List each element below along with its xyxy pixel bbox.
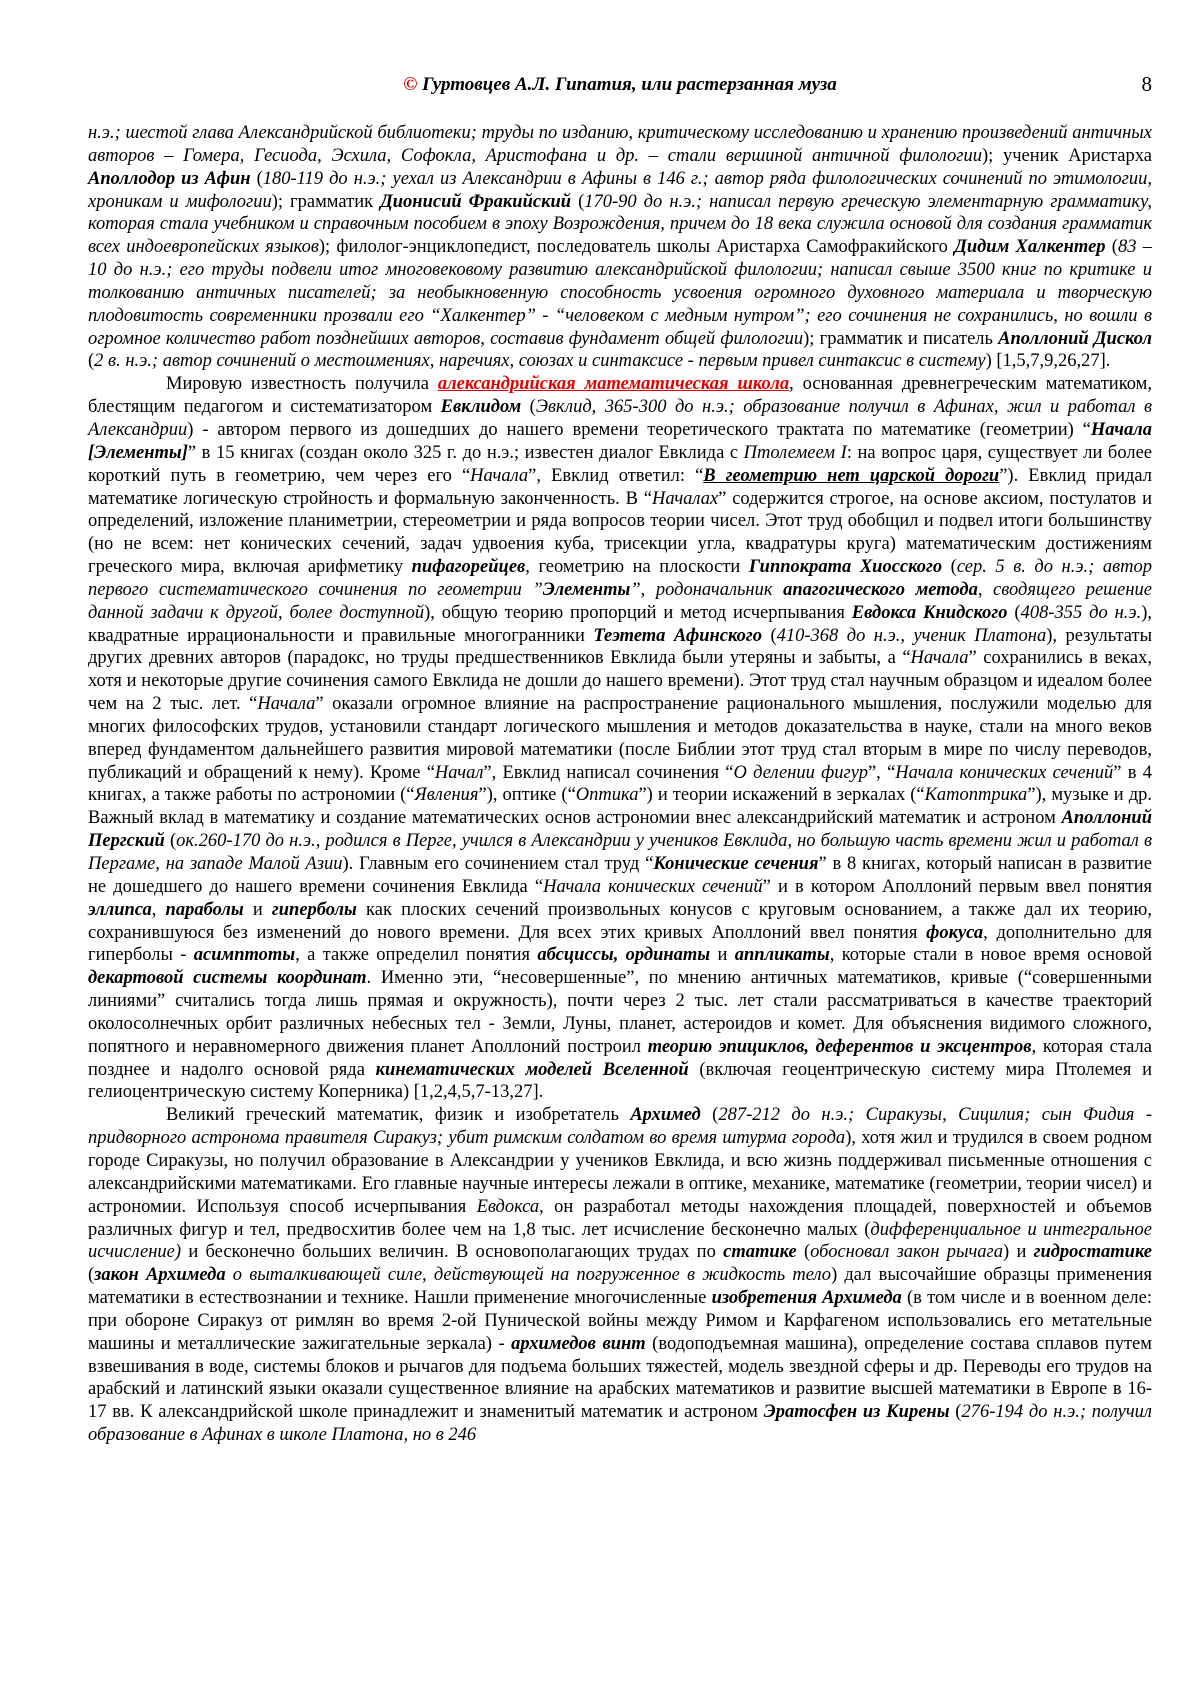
- copyright-symbol: ©: [403, 74, 418, 95]
- text-run: ”, Евклид написал сочинения “: [483, 762, 734, 783]
- text-run: 408-355 до н.э.: [1020, 602, 1142, 623]
- text-run: ) дал высочайшие образцы применения математики в естествознании и технике. Нашли применение многочисленные: [88, 1265, 1152, 1309]
- text-run: статике: [723, 1242, 797, 1263]
- text-run: Дидим Халкентер: [954, 237, 1106, 258]
- text-run: ” сохранились в веках, хотя и некоторые другие сочинения самого Евклида не дошли до нашего времени). Этот труд стал научным образцом и идеалом более чем на 2 тыс. лет. “: [88, 648, 1152, 715]
- text-run: ) и: [1003, 1242, 1034, 1263]
- text-run: абсциссы, ординаты: [537, 945, 711, 966]
- text-run: кинематических моделей Вселенной: [375, 1059, 689, 1080]
- text-run: Начала [Элементы]: [88, 419, 1152, 463]
- running-title: [88, 74, 1152, 96]
- text-run: как плоских сечений произвольных конусов с круговым основанием, а также дал их теорию, сохранившуюся без изменений до нового времени. Для всех этих кривых Аполлоний ввел понятия: [88, 899, 1153, 943]
- text-run: Евдокса Книдского: [851, 602, 1008, 623]
- text-run: ) [1,5,7,9,26,27].: [985, 351, 1111, 372]
- text-run: 287-212 до н.э.; Сиракузы, Сицилия; сын Фидия - придворного астронома правителя Сиракуз; убит римским солдатом во время штурма города: [88, 1105, 1152, 1149]
- text-run: , дополнительно для гиперболы -: [88, 922, 1152, 966]
- text-run: Начала: [910, 648, 969, 669]
- text-run: ”, родоначальник: [630, 579, 784, 600]
- text-run: Начала конических сечений: [895, 762, 1114, 783]
- text-run: ). Главным его сочинением стал труд “: [342, 854, 654, 874]
- text-run: пифагорейцев: [411, 557, 526, 578]
- text-run: (: [700, 1105, 719, 1126]
- text-run: Началах: [651, 488, 719, 509]
- text-run: ”, Евклид ответил: “: [528, 465, 704, 486]
- text-run: ) - автором первого из дошедших до нашего времени теоретического трактата по математике (геометрии) “: [187, 419, 1091, 440]
- text-run: Явления: [414, 785, 479, 806]
- text-run: (включая геоцентрическую систему мира Птолемея и гелиоцентрическую систему Коперника) [1,2,4,5,7-13,27].: [88, 1059, 1152, 1103]
- text-run: (: [521, 397, 536, 418]
- text-run: (: [942, 557, 957, 578]
- text-run: Эвклид, 365-300 до н.э.; образование получил в Афинах, жил и работал в Александрии: [88, 397, 1152, 440]
- text-run: (: [1007, 602, 1021, 623]
- text-run: 170-90 до н.э.; написал первую греческую элементарную грамматику, которая стала учебником и справочным пособием в эпоху Возрождения, причем до 18 века служила основой для создания грамматик всех индоевропейских языков: [88, 191, 1152, 258]
- text-run: ); грамматик и писатель: [803, 328, 999, 349]
- text-run: ”). Евклид придал математике логическую стройность и формальную законченность. В “: [88, 465, 1152, 509]
- text-run: Евклидом: [440, 397, 522, 418]
- text-run: Конические сечения: [653, 854, 819, 874]
- text-run: ”) и теории искажений в зеркалах (“: [638, 785, 925, 806]
- text-run: Аполлоний Пергский: [88, 808, 1152, 852]
- text-run: , он разработал методы нахождения площадей, поверхностей и объемов различных фигур и тел, предвосхитив более чем на 1,8 тыс. лет исчисление бесконечно малых (: [88, 1196, 1152, 1240]
- text-run: , геометрию на плоскости: [525, 557, 749, 578]
- text-run: Начала конических сечений: [543, 876, 763, 897]
- text-run: (: [250, 168, 263, 189]
- text-run: ”, “: [867, 762, 896, 783]
- text-run: (: [796, 1242, 811, 1263]
- text-run: (: [164, 831, 177, 852]
- text-run: (: [949, 1402, 962, 1423]
- text-run: обосновал закон рычага: [810, 1242, 1004, 1263]
- text-run: Гиппократа Хиосского: [748, 557, 943, 578]
- text-run: закон Архимеда: [94, 1265, 226, 1286]
- paragraph-philologists: [88, 122, 1152, 373]
- text-run: сер. 5 в. до н.э.; автор первого систематического сочинения по геометрии ”: [88, 557, 1152, 600]
- text-run: 83 – 10 до н.э.; его труды подвели итог многовековому развитию александрийской филологии; написал свыше 3500 книг по критике и толкованию античных писателей; за необыкновенную способность усвоения огромного духовного материала и творческую плодовитость современники прозвали его “Халкентер” - “человеком с медным нутром”; его сочинения не сохранились, но вошли в огромное количество работ позднейших авторов, составив фундамент общей филологии: [88, 237, 1152, 349]
- text-run: (в том числе и в военном деле: при обороне Сиракуз от римлян во время 2-ой Пунической войны между Римом и Карфагеном использовались его метательные машины и металлические зажигательные зеркала) -: [88, 1288, 1152, 1354]
- text-run: (: [761, 625, 777, 646]
- text-run: ), общую теорию пропорций и метод исчерпывания: [424, 602, 852, 623]
- text-run: ), квадратные иррациональности и правильные многогранники: [88, 602, 1153, 646]
- text-run: ” содержится строгое, на основе аксиом, постулатов и определений, изложение планиметрии, стереометрии и ряда вопросов теории чисел. Этот труд обобщил и подвел итоги большинству (но не всем: нет конических сечений, задач удвоения куба, трисекции угла, квадратуры круга) математическим достижениям греческого мира, включая арифметику: [88, 488, 1152, 578]
- text-run: ); филолог-энциклопедист, последователь школы Аристарха Самофракийского: [318, 237, 955, 258]
- text-run: декартовой системы координат: [88, 968, 367, 989]
- paragraph-math-school: [88, 373, 1152, 1104]
- text-run: Архимед: [630, 1105, 701, 1126]
- text-run: Начал: [434, 762, 484, 783]
- text-run: , основанная древнегреческим математиком, блестящим педагогом и систематизатором: [88, 374, 1152, 418]
- text-run: 410-368 до н.э., ученик Платона: [776, 625, 1047, 646]
- text-run: Катоптрика: [924, 785, 1028, 806]
- text-run: гидростатике: [1033, 1242, 1152, 1263]
- text-run: ”), музыке и др. Важный вклад в математику и создание математических основ астрономии внес александрийский математик и астроном: [88, 785, 1152, 829]
- text-run: : на вопрос царя, существует ли более короткий путь в геометрию, чем через его “: [88, 442, 1153, 486]
- book-title: Гуртовцев А.Л. Гипатия, или растерзанная муза: [422, 74, 837, 95]
- text-run: ), результаты других древних авторов (парадокс, но труды предшественников Евклида были утеряны и забыты, а “: [88, 625, 1153, 669]
- text-run: и бесконечно больших величин. В основополагающих трудах по: [181, 1242, 724, 1263]
- paragraph-archimedes: [88, 1104, 1152, 1447]
- text-run: ); грамматик: [271, 191, 381, 212]
- text-run: (: [88, 351, 95, 372]
- text-run: архимедов винт: [511, 1333, 646, 1354]
- text-run: Великий греческий математик, физик и изобретатель: [166, 1105, 631, 1126]
- text-run: (водоподъемная машина), определение состава сплавов путем взвешивания в воде, системы блоков и рычагов для подъема больших тяжестей, модель звездной сферы и др. Переводы его трудов на арабский и латинский языки оказали существенное влияние на арабских математиков и развитие высшей математики в Европе в 16-17 вв. К александрийской школе принадлежит и знаменитый математик и астроном: [88, 1333, 1152, 1423]
- text-run: Элементы: [542, 579, 631, 600]
- text-run: Мировую известность получила: [166, 374, 438, 395]
- text-run: гиперболы: [271, 899, 357, 920]
- text-run: эллипса: [88, 899, 152, 920]
- text-run: Начала: [470, 465, 529, 486]
- text-run: , которая стала позднее и надолго основой ряда: [88, 1036, 1152, 1080]
- text-run: Дионисий Фракийский: [380, 191, 572, 212]
- page-number: 8: [1141, 72, 1152, 96]
- text-run: В геометрию нет царской дороги: [703, 465, 1000, 486]
- text-run: теорию эпициклов, деферентов и эксцентров: [647, 1036, 1032, 1057]
- text-run: ); ученик Аристарха: [981, 145, 1152, 166]
- text-run: ” оказали огромное влияние на распространение рационального мышления, послужили моделью для многих философских трудов, установили стандарт логического мышления и методов доказательства в науке, стали на много веков вперед фундаментом дальнейшего развития мировой математики (после Библии этот труд стал вторым в мире по числу переводов, публикаций и обращений к нему). Кроме “: [88, 694, 1152, 783]
- text-run: н.э.; шестой глава Александрийской библиотеки; труды по изданию, критическому исследованию и хранению произведений античных авторов – Гомера, Гесиода, Эсхила, Софокла, Аристофана и др. – стали вершиной античной филологии: [88, 123, 1152, 166]
- text-run: (: [571, 191, 585, 212]
- text-run: Эратосфен из Кирены: [763, 1402, 950, 1423]
- text-run: , сводящего решение данной задачи к другой, более доступной: [88, 579, 1152, 623]
- text-run: ,: [151, 899, 166, 920]
- text-run: ” в 15 книгах (создан около 325 г. до н.э.; известен диалог Евклида с: [187, 442, 744, 463]
- text-run: и: [243, 899, 272, 920]
- text-run: . Именно эти, “несовершенные”, по мнению античных математиков, кривые (“совершенными линиями” считались тогда лишь прямая и окружность), почти через 2 тыс. лет стали рассматриваться в качестве траекторий околосолнечных орбит различных небесных тел - Земли, Луны, планет, астероидов и комет. Для объяснения видимого сложного, попятного и неравномерного движения планет Аполлоний построил: [88, 968, 1152, 1057]
- text-run: Теэтета Афинского: [593, 625, 762, 646]
- text-run: александрийская математическая школа: [437, 374, 790, 395]
- text-run: ” в 8 книгах, который написан в развитие не дошедшего до нашего времени сочинения Евклида “: [88, 854, 1152, 897]
- text-run: ), хотя жил и трудился в своем родном городе Сиракузы, но получил образование в Александрии у учеников Евклида, и всю жизнь поддерживал письменные отношения с александрийскими математиками. Его главные научные интересы лежали в оптике, механике, математике (геометрии, теории чисел) и астрономии. Используя способ исчерпывания: [88, 1128, 1152, 1217]
- text-run: О делении фигур: [733, 762, 868, 783]
- text-run: 276-194 до н.э.; получил образование в Афинах в школе Платона, но в 246: [88, 1402, 1153, 1446]
- text-run: , а также определил понятия: [295, 945, 538, 966]
- text-run: о выталкивающей силе, действующей на погруженное в жидкость тело: [225, 1265, 832, 1286]
- text-run: Оптика: [575, 785, 639, 806]
- text-run: ” и в котором Аполлоний первым ввел понятия: [762, 876, 1153, 897]
- text-run: (: [1105, 237, 1118, 258]
- text-run: изобретения Архимеда: [711, 1288, 902, 1309]
- text-run: ”), оптике (“: [478, 785, 576, 806]
- text-run: дифференциальное и интегральное исчисление): [88, 1219, 1152, 1263]
- text-run: фокуса: [926, 922, 984, 943]
- document-body: [88, 122, 1152, 1447]
- text-run: (: [88, 1265, 95, 1286]
- text-run: Птолемеем I: [743, 442, 847, 463]
- text-run: ок.260-170 до н.э., родился в Перге, учился в Александрии у учеников Евклида, но большую часть времени жил и работал в Пергаме, на западе Малой Азии: [88, 831, 1152, 874]
- text-run: асимптоты: [193, 945, 296, 966]
- text-run: , которые стали в новое время основой: [829, 945, 1152, 966]
- text-run: 2 в. н.э.; автор сочинений о местоимениях, наречиях, союзах и синтаксисе - первым привел синтаксис в систему: [94, 351, 986, 372]
- text-run: и: [710, 945, 735, 966]
- page-header: [88, 72, 1152, 102]
- text-run: апагогического метода: [783, 579, 978, 600]
- text-run: Евдокса: [476, 1196, 540, 1217]
- text-run: ” в 4 книгах, а также работы по астрономии (“: [88, 762, 1152, 806]
- text-run: Аполлоний Дискол: [998, 328, 1152, 349]
- text-run: 180-119 до н.э.; уехал из Александрии в Афины в 146 г.; автор ряда филологических сочинений по этимологии, хроникам и мифологии: [88, 168, 1152, 212]
- text-run: Начала: [257, 694, 316, 715]
- text-run: аппликаты: [734, 945, 830, 966]
- text-run: Аполлодор из Афин: [88, 168, 251, 189]
- text-run: параболы: [165, 899, 244, 920]
